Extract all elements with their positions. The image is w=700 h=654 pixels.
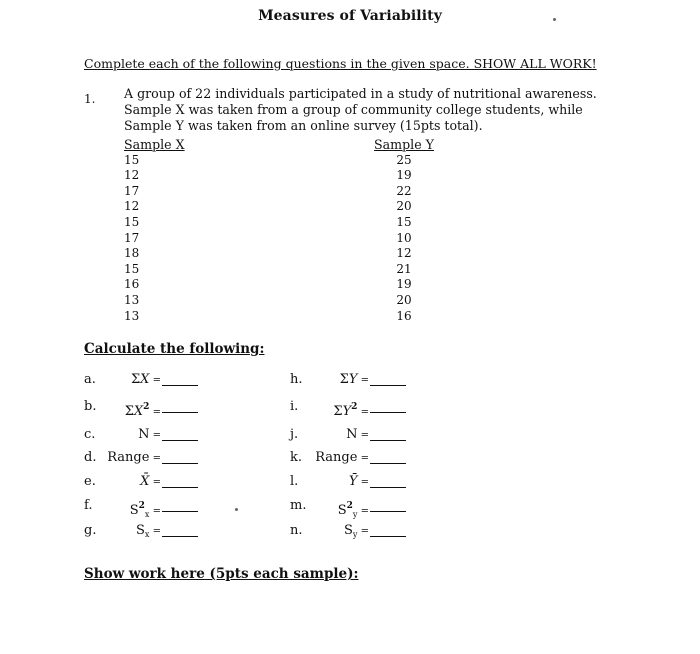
- item-label: c.: [84, 427, 96, 442]
- item-expression: ΣY =: [339, 372, 369, 387]
- sample-x-value: 12: [124, 199, 140, 214]
- equals-sign: =: [357, 477, 369, 488]
- equals-sign: =: [149, 430, 161, 441]
- sample-x-value: 16: [124, 277, 140, 292]
- item-expression: N =: [346, 427, 369, 442]
- item-expression: $\Sigma Y^2$ =: [333, 402, 369, 419]
- answer-blank[interactable]: [370, 451, 406, 464]
- answer-blank[interactable]: [162, 499, 198, 512]
- equals-sign: =: [357, 430, 369, 441]
- equals-sign: =: [149, 506, 161, 517]
- answer-blank[interactable]: [370, 428, 406, 441]
- equals-sign: =: [149, 407, 161, 418]
- equals-sign: =: [149, 375, 161, 386]
- sample-y-value: 21: [396, 261, 412, 276]
- answer-blank[interactable]: [370, 373, 406, 386]
- sample-y-values: [374, 153, 434, 325]
- sample-x-value: 15: [124, 152, 140, 167]
- sample-y-value: 22: [396, 183, 412, 198]
- answer-blank[interactable]: [162, 400, 198, 413]
- question-number: 1.: [84, 92, 96, 106]
- left-calc-item: [84, 397, 198, 417]
- right-calc-item: [290, 370, 406, 390]
- item-label: f.: [84, 498, 93, 513]
- sample-y-column: [374, 137, 434, 324]
- equals-sign: =: [357, 453, 369, 464]
- item-label: l.: [290, 474, 299, 489]
- scan-speck: [553, 18, 556, 21]
- equals-sign: =: [357, 506, 369, 517]
- item-label: a.: [84, 372, 96, 387]
- equals-sign: =: [149, 526, 161, 537]
- item-expression: Range =: [107, 450, 161, 465]
- item-label: i.: [290, 399, 299, 414]
- equals-sign: =: [357, 526, 369, 537]
- sample-y-value: 12: [396, 246, 412, 261]
- sample-x-column: [124, 137, 185, 324]
- item-expression: N =: [138, 427, 161, 442]
- item-expression: $S^2_x$ =: [129, 501, 161, 519]
- item-expression: Ȳ =: [348, 474, 369, 489]
- item-label: h.: [290, 372, 303, 387]
- equals-sign: =: [357, 375, 369, 386]
- answer-blank[interactable]: [162, 475, 198, 488]
- sample-y-header: Sample Y: [374, 137, 434, 152]
- left-calc-item: [84, 370, 198, 390]
- item-label: j.: [290, 427, 299, 442]
- left-calc-item: [84, 496, 198, 519]
- item-label: d.: [84, 450, 97, 465]
- item-expression: $\Sigma X^2$ =: [124, 402, 161, 419]
- item-expression: Range =: [315, 450, 369, 465]
- equals-sign: =: [149, 453, 161, 464]
- answer-blank[interactable]: [162, 428, 198, 441]
- item-expression: $S_x$ =: [136, 523, 161, 539]
- scan-speck: [235, 508, 238, 511]
- show-work-heading: Show work here (5pts each sample):: [84, 566, 359, 582]
- sample-x-value: 18: [124, 246, 140, 261]
- right-calc-item: [290, 521, 406, 541]
- right-calc-item: [290, 397, 406, 417]
- sample-x-value: 13: [124, 308, 140, 323]
- sample-x-value: 12: [124, 168, 140, 183]
- sample-x-header: Sample X: [124, 137, 185, 152]
- item-expression: $S_y$ =: [344, 523, 369, 539]
- sample-x-value: 15: [124, 261, 140, 276]
- sample-y-value: 19: [396, 168, 412, 183]
- answer-blank[interactable]: [162, 451, 198, 464]
- item-label: n.: [290, 523, 303, 538]
- item-expression: X̄ =: [140, 474, 161, 489]
- right-calc-item: [290, 448, 406, 468]
- sample-y-value: 19: [396, 277, 412, 292]
- sample-x-values: [124, 153, 185, 325]
- item-expression: $S^2_y$ =: [337, 501, 369, 519]
- left-calc-item: [84, 472, 198, 492]
- right-calc-item: [290, 496, 406, 519]
- item-label: g.: [84, 523, 97, 538]
- answer-blank[interactable]: [370, 524, 406, 537]
- left-calc-item: [84, 448, 198, 468]
- answer-blank[interactable]: [370, 475, 406, 488]
- item-expression: ΣX =: [130, 372, 161, 387]
- sample-y-value: 25: [396, 152, 412, 167]
- sample-y-value: 15: [396, 214, 412, 229]
- answer-blank[interactable]: [370, 400, 406, 413]
- sample-y-value: 10: [396, 230, 412, 245]
- item-label: e.: [84, 474, 96, 489]
- sample-x-value: 13: [124, 292, 140, 307]
- sample-x-value: 17: [124, 230, 140, 245]
- equals-sign: =: [149, 477, 161, 488]
- right-calc-item: [290, 472, 406, 492]
- sample-y-value: 20: [396, 199, 412, 214]
- left-calc-item: [84, 425, 198, 445]
- question-text: A group of 22 individuals participated in a study of nutritional awareness. Sample X was taken from a group of community college students, while Sample Y was taken from an online survey (15pts total).: [124, 86, 597, 133]
- sample-x-value: 17: [124, 183, 140, 198]
- item-label: b.: [84, 399, 97, 414]
- right-calc-item: [290, 425, 406, 445]
- item-label: m.: [290, 498, 307, 513]
- answer-blank[interactable]: [162, 373, 198, 386]
- sample-y-value: 20: [396, 292, 412, 307]
- item-label: k.: [290, 450, 303, 465]
- answer-blank[interactable]: [162, 524, 198, 537]
- sample-x-value: 15: [124, 214, 140, 229]
- sample-y-value: 16: [396, 308, 412, 323]
- page-title: Measures of Variability: [258, 8, 442, 24]
- instructions: Complete each of the following questions in the given space. SHOW ALL WORK!: [84, 56, 597, 71]
- left-calc-item: [84, 521, 198, 541]
- calculate-heading: Calculate the following:: [84, 341, 265, 357]
- equals-sign: =: [357, 407, 369, 418]
- answer-blank[interactable]: [370, 499, 406, 512]
